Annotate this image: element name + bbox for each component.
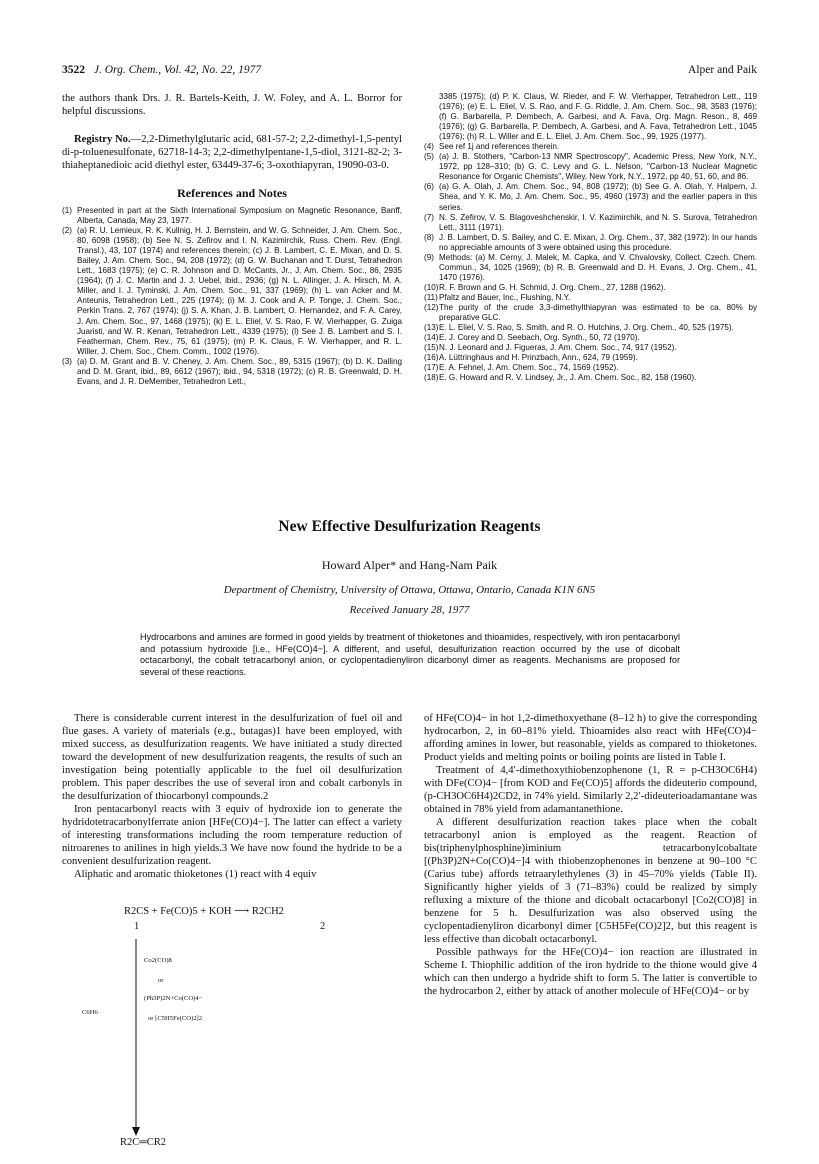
running-head: Alper and Paik: [688, 64, 757, 76]
body-paragraph: A different desulfurization reaction takes place when the cobalt tetracarbonyl anion is employed as the reagent. Reaction of bis(triphenylphosphine)iminium tetracarbonylcobaltate [(Ph3P)2N+Co(CO)4−]4 with thiobenzophenones in benzene at 90–100 °C (Carius tube) affords tetraarylethylenes (3) in 45–70% yields (Table II). Significantly higher yields of 3 (71–83%) could be realized by simply refluxing a mixture of the thione and dicobalt octacarbonyl [Co2(CO)8] in benzene for 5 h. Desulfurization was also observed using the cyclopentadienyliron dicarbonyl dimer [C5H5Fe(CO)2]2, but this reagent is less effective than dicobalt octacarbonyl.: [424, 817, 757, 945]
body-paragraph: There is considerable current interest in the desulfurization of fuel oil and flue gases. A variety of materials (e.g., butagas)1 have been employed, with mixed success, as desulfurization reagents. We have initiated a study directed toward the development of new desulfurization reagents, the results of such an investigation being potentially applicable to the fuel oil desulfurization problem. This paper describes the use of several iron and cobalt carbonyls in the desulfurization of thiocarbonyl compounds.2: [62, 713, 402, 802]
reference-item: (10) R. F. Brown and G. H. Schmid, J. Org. Chem., 27, 1288 (1962).: [424, 282, 666, 292]
reference-item: (2) (a) R. U. Lemieux, R. K. Kullnig, H. J. Bernstein, and W. G. Schneider, J. Am. Chem. Soc., 80, 6098 (1958); (b) See N. S. Zefirov and I. N. Kazimirchik, Russ. Chem. Rev. (Engl. Transl.), 43, 107 (1974) and references therein; (c) J. B. Lambert, C. E. Mixan, and D. S. Bailey, J. Am. Chem. Soc., 94, 208 (1972); (d) G. W. Buchanan and T. Durst, Tetrahedron Lett., 1683 (1975); (e) C. R. Johnson and D. McCants, Jr., J. Am. Chem. Soc., 86, 2935 (1964); (f) J. C. Martin and J. J. Uebel, ibid., 2936; (g) N. L. Allinger, J. A. Hirsch, M. A. Miller, and I. J. Tyminski, J. Am. Chem. Soc., 91, 337 (1969); (h) L. van Acker and M. Anteunis, Tetrahedron Lett., 225 (1974); (i) M. J. Cook and A. P. Tonge, J. Chem. Soc., Perkin Trans. 2, 767 (1974); (j) S. A. Khan, J. B. Lambert, O. Hernandez, and F. A. Carey, J. Am. Chem. Soc., 97, 1468 (1975); (k) E. L. Eliel, V. S. Rao, F. W. Vierhapper, G. Zuiga Juaristi, and W. R. Kenan, Tetrahedron Lett., 4339 (1975); (l) See J. B. Lambert and S. I. Featherman, Chem. Rev., 75, 61 (1975); (m) P. K. Claus, F. W. Vierhapper, and R. L. Willer, J. Chem. Soc., Chem. Comm., 1002 (1976).: [62, 226, 402, 356]
reference-item: (11) Pfaltz and Bauer, Inc., Flushing, N.Y.: [424, 292, 571, 302]
reference-item: (9) Methods: (a) M. Cerny, J. Malek, M. Capka, and V. Chvalovsky, Collect. Czech. Chem. Commun., 34, 1025 (1969); (b) R. B. Greenwald and D. H. Evans, J. Org. Chem., 41, 1470 (1976).: [424, 252, 757, 282]
previous-article-right-column: [424, 92, 757, 383]
reaction-arrow: [116, 937, 156, 1137]
reference-item: (16) A. Lüttringhaus and H. Prinzbach, Ann., 624, 79 (1959).: [424, 353, 638, 363]
reaction-scheme: [62, 905, 402, 1155]
article-authors: Howard Alper* and Hang-Nam Paik: [321, 558, 498, 572]
reference-item: (3) (a) D. M. Grant and B. V. Cheney, J. Am. Chem. Soc., 89, 5315 (1967); (b) D. K. Dalling and D. M. Grant, ibid., 89, 6612 (1967); ibid., 94, 5318 (1972); (c) R. B. Greenwald, D. H. Evans, and J. R. DeMember, Tetrahedron Lett.,: [62, 356, 402, 386]
reference-item: (4) See ref 1j and references therein.: [424, 142, 560, 152]
reference-item: (7) N. S. Zefirov, V. S. Blagoveshchenskir, I. V. Kazimirchik, and N. S. Surova, Tetrahedron Lett., 3111 (1971).: [424, 212, 757, 232]
body-paragraph: Treatment of 4,4′-dimethoxythiobenzophenone (1, R = p-CH3OC6H4) with DFe(CO)4− [from KOD and Fe(CO)5] affords the dideuterio compound, (p-CH3OC6H4)2CD2, in 74% yield. Similarly 2,2′-dideuterioadamantane was obtained in 78% yield from adamantanethione.: [424, 765, 757, 815]
previous-article-left-column: [62, 92, 402, 387]
reference-item: (17) E. A. Fehnel, J. Am. Chem. Soc., 74, 1569 (1952).: [424, 363, 619, 373]
author-affiliation: Department of Chemistry, University of Ottawa, Ottawa, Ontario, Canada K1N 6N5: [223, 584, 596, 596]
received-date: Received January 28, 1977: [349, 604, 470, 616]
reference-item: (5) (a) J. B. Stothers, "Carbon-13 NMR Spectroscopy", Academic Press, New York, N.Y., 1972, pp 128–310; (b) G. C. Levy and G. L. Nelson, "Carbon-13 Nuclear Magnetic Resonance for Organic Chemists", Wiley, New York, N.Y., 1972, pp 40, 51, 60, and 86.: [424, 152, 757, 182]
reagent-cobalt-carbonyl: Co2(CO)8: [144, 957, 172, 964]
reference-item: (12) The purity of the crude 3,3-dimethylthiapyran was estimated to be ca. 80% by preparative GLC.: [424, 302, 757, 323]
body-paragraph: Iron pentacarbonyl reacts with 3 equiv of hydroxide ion to generate the hydridotetracarbonylferrate anion [HFe(CO)4−]. The latter can effect a variety of interesting transformations including the room temperature reduction of nitroarenes to anilines in high yields.3 We have now found the hydride to be a convenient desulfurization reagent.: [62, 804, 402, 867]
reference-item: (6) (a) G. A. Olah, J. Am. Chem. Soc., 94, 808 (1972); (b) See G. A. Olah, Y. Halpern, J. Shea, and Y. K. Mo, J. Am. Chem. Soc., 95, 4960 (1973) and the earlier papers in this series.: [424, 182, 757, 212]
reference-item: (1) Presented in part at the Sixth International Symposium on Magnetic Resonance, Banff, Alberta, Canada, May 23, 1977.: [62, 206, 402, 226]
references-list-left: [62, 206, 402, 387]
references-list-right: [424, 142, 757, 383]
reference-item: (13) E. L. Eliel, V. S. Rao, S. Smith, and R. O. Hutchins, J. Org. Chem., 40, 525 (1975).: [424, 323, 734, 333]
registry-numbers: [62, 133, 402, 172]
reagent-cobaltate: (Ph3P)2N+Co(CO)4−: [144, 995, 203, 1002]
body-left-column: [62, 712, 402, 881]
reaction-equation: R2CS + Fe(CO)5 + KOH ⟶ R2CH2: [124, 906, 284, 917]
solvent-label: C6H6: [82, 1009, 98, 1016]
abstract: Hydrocarbons and amines are formed in good yields by treatment of thioketones and thioamides, respectively, with iron pentacarbonyl and potassium hydroxide [i.e., HFe(CO)4−]. A different, and useful, desulfurization reaction occurred by the use of dicobalt octacarbonyl, the cobalt tetracarbonyl anion, or cyclopentadienyliron dicarbonyl dimer as reagents. Mechanisms are proposed for several of these reactions.: [140, 632, 680, 677]
reference-continuation: 3385 (1975); (d) P. K. Claus, W. Rieder, and F. W. Vierhapper, Tetrahedron Lett., 119 (1976); (e) E. L. Eliel, V. S. Rao, and F. G. Riddle, J. Am. Chem. Soc., 98, 3583 (1976); (f) G. Barbarella, P. Dembech, A. Garbesi, and A. Fava, Org. Magn. Reson., 8, 469 (1976); (g) G. Barbarella, P. Dembech, A. Garbesi, and A. Fava, Tetrahedron Lett., 1045 (1976); (h) R. L. Willer and E. L. Eliel, J. Am. Chem. Soc., 99, 1925 (1977).: [439, 92, 757, 142]
body-paragraph: of HFe(CO)4− in hot 1,2-dimethoxyethane (8–12 h) to give the corresponding hydrocarbon, 2, in 60–81% yield. Thioamides also react with HFe(CO)4− affording amines in lower, but reasonable, yields as compared to thioketones. Product yields and melting points or boiling points are listed in Table I.: [424, 713, 757, 763]
references-heading: References and Notes: [177, 186, 287, 200]
body-paragraph: Possible pathways for the HFe(CO)4− ion reaction are illustrated in Scheme I. Thiophilic addition of the iron hydride to the thione would give 4 which can then undergo a hydride shift to form 5. The latter is convertible to the hydrocarbon 2, either by attack of another molecule of HFe(CO)4− or by: [424, 947, 757, 997]
registry-text: —2,2-Dimethylglutaric acid, 681-57-2; 2,2-dimethyl-1,5-pentyl di-p-toluenesulfonate, 62718-14-3; 2,2-dimethylpentane-1,5-diol, 3121-82-2; 3-thiaheptanedioic acid diethyl ester, 63449-37-6; 3-oxothiapyran, 19090-03-0.: [62, 134, 402, 171]
body-paragraph: Aliphatic and aromatic thioketones (1) react with 4 equiv: [74, 869, 317, 880]
scheme-product: R2C═CR2: [120, 1137, 166, 1148]
acknowledgment: the authors thank Drs. J. R. Bartels-Keith, J. W. Foley, and A. L. Borror for helpful discussions.: [62, 93, 402, 117]
article-title: New Effective Desulfurization Reagents: [278, 518, 541, 535]
reference-item: (14) E. J. Corey and D. Seebach, Org. Synth., 50, 72 (1970).: [424, 333, 640, 343]
reference-item: (15) N. J. Leonard and J. Figueras, J. Am. Chem. Soc., 74, 917 (1952).: [424, 343, 677, 353]
reagent-or: or: [158, 977, 164, 984]
compound-label-2: 2: [320, 921, 326, 932]
journal-citation: J. Org. Chem., Vol. 42, No. 22, 1977: [93, 64, 262, 76]
registry-label: Registry No.: [74, 134, 131, 145]
reagent-iron-dimer: or [C5H5Fe(CO)2]2: [148, 1015, 203, 1022]
page-number: 3522: [62, 64, 85, 76]
reference-item: (18) E. G. Howard and R. V. Lindsey, Jr., J. Am. Chem. Soc., 82, 158 (1960).: [424, 373, 697, 383]
reference-item: (8) J. B. Lambert, D. S. Bailey, and C. E. Mixan, J. Org. Chem., 37, 382 (1972): In our hands no appreciable amounts of 3 were obtained using this procedure.: [424, 232, 757, 252]
body-right-column: [424, 712, 757, 998]
compound-label-1: 1: [134, 921, 140, 932]
